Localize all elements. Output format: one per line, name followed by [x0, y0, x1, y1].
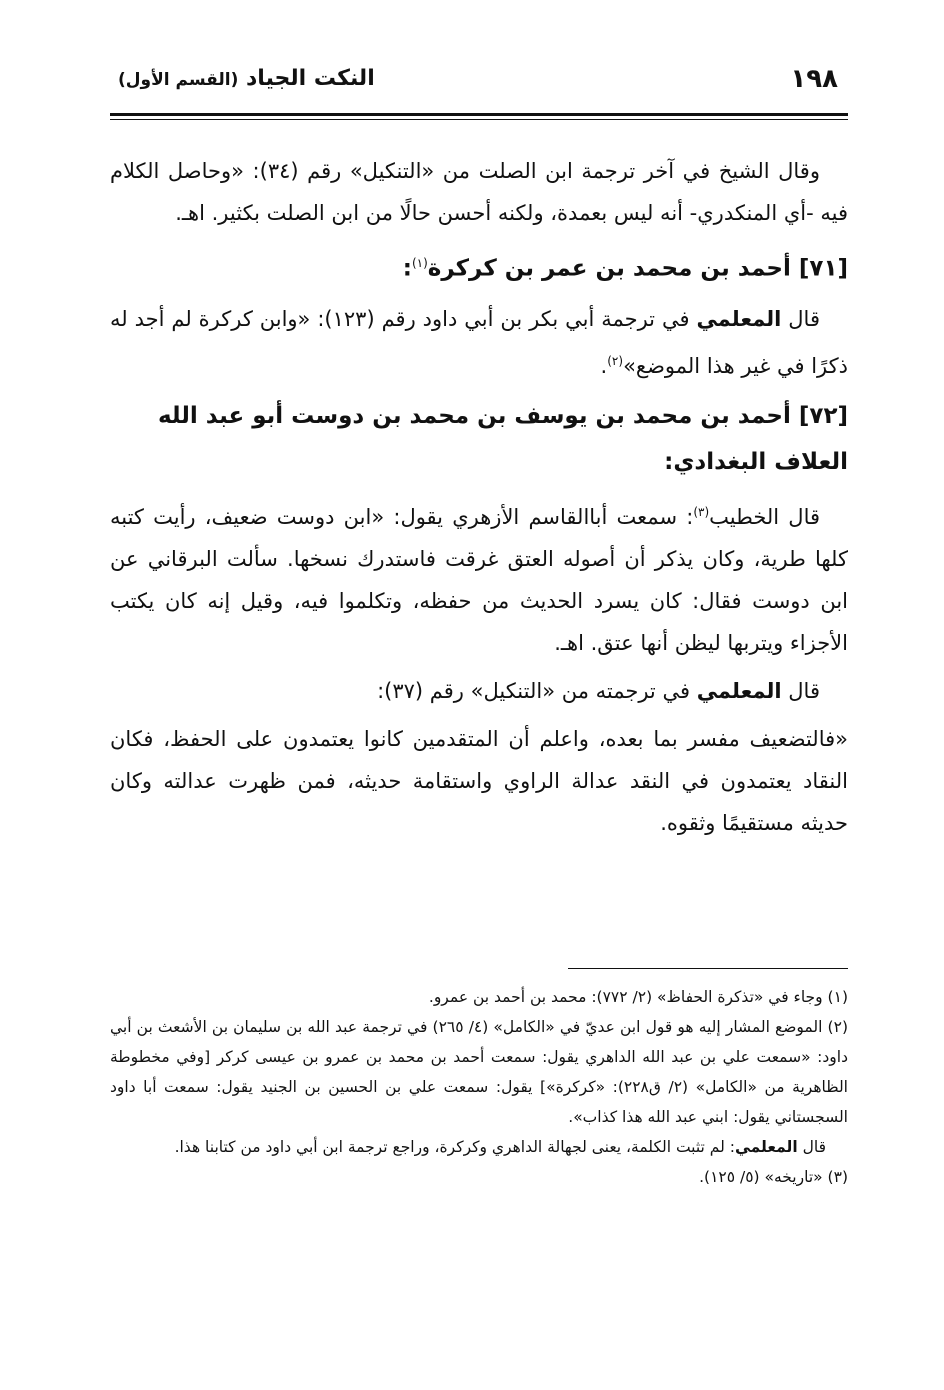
entry-71-text [110, 298, 848, 387]
entry-71-title: [٧١] أحمد بن محمد بن عمر بن كركرة [427, 255, 848, 282]
main-text [110, 150, 848, 850]
footnote-2-comment: : لم تثبت الكلمة، يعنى لجهالة الداهري وكركرة، وراجع ترجمة ابن أبي داود من كتابنا هذا. [174, 1138, 735, 1156]
entry-72-lead-2: قال [788, 678, 820, 703]
footnote-ref-3: (٣) [693, 504, 710, 519]
footnotes [110, 982, 848, 1192]
entry-71-heading [110, 240, 848, 292]
entry-72-lead: قال الخطيب [709, 504, 821, 529]
paragraph-intro: وقال الشيخ في آخر ترجمة ابن الصلت من «التنكيل» رقم (٣٤): «وحاصل الكلام فيه -أي المنكدري- أنه ليس بعمدة، ولكنه أحسن حالًا من ابن الصلت بكثير. اهـ. [110, 159, 848, 225]
entry-72-author: المعلمي [696, 678, 782, 703]
book-title: النكت الجياد [246, 66, 375, 91]
entry-72-quote: : سمعت أباالقاسم الأزهري يقول: «ابن دوست ضعيف، رأيت كتبه كلها طرية، وكان يذكر أن أصوله العتق غرقت فاستدرك نسخها. سألت البرقاني عن ابن دوست فقال: كان يسرد الحديث من حفظه، وتكلموا فيه، وقيل إنه كان يكتب الأجزاء ويتربها ليظن أنها عتق. اهـ. [110, 504, 848, 655]
entry-71-end: . [600, 353, 608, 378]
footnote-ref-1: (١) [411, 256, 428, 270]
book-section: (القسم الأول) [118, 70, 239, 90]
entry-72-para-3: «فالتضعيف مفسر بما بعده، واعلم أن المتقدمين كانوا يعتمدون على الحفظ، فكان النقاد يعتمدون في النقد عدالة الراوي واستقامة حديثه، فمن ظهرت عدالته وكان حديثه مستقيمًا وثقوه. [110, 726, 848, 835]
entry-72-ref-text: في ترجمته من «التنكيل» رقم (٣٧): [377, 678, 690, 703]
running-title [118, 66, 375, 91]
footnote-1: (١) وجاء في «تذكرة الحفاظ» (٢/ ٧٧٢): محمد بن أحمد بن عمرو. [428, 988, 848, 1006]
page-number: ١٩٨ [790, 64, 838, 94]
footnote-3: (٣) «تاريخه» (٥/ ١٢٥). [699, 1168, 848, 1186]
header-rule-thick [110, 113, 848, 116]
entry-72-heading: [٧٢] أحمد بن محمد بن يوسف بن محمد بن دوست أبو عبد الله العلاف البغدادي: [157, 402, 848, 475]
footnote-2-lead: قال [802, 1138, 826, 1156]
header-rule-thin [110, 119, 848, 120]
footnote-separator [568, 968, 848, 969]
footnote-2-author: المعلمي [734, 1138, 798, 1156]
entry-72-para-1 [110, 491, 848, 664]
entry-72-para-2 [110, 670, 848, 712]
running-header [118, 62, 838, 102]
footnote-ref-2: (٢) [607, 353, 624, 368]
entry-71-lead: قال [788, 306, 820, 331]
footnote-2: (٢) الموضع المشار إليه هو قول ابن عديّ في «الكامل» (٤/ ٢٦٥) في ترجمة عبد الله بن سليمان بن الأشعث بن أبي داود: «سمعت علي بن عبد الله الداهري يقول: سمعت أحمد بن محمد بن عمرو بن عيسى كركر [وفي مخطوطة الظاهرية من «الكامل» (٢/ ق٢٢٨): «كركرة»] يقول: سمعت علي بن الحسين بن الجنيد يقول: سمعت أبا داود السجستاني يقول: ابني عبد الله هذا كذاب». [110, 1018, 848, 1126]
footnote-2-note [110, 1132, 848, 1162]
entry-71-author: المعلمي [696, 306, 782, 331]
entry-71-body: في ترجمة أبي بكر بن أبي داود رقم (١٢٣): «وابن كركرة لم أجد له ذكرًا في غير هذا الموضع» [110, 306, 848, 378]
entry-71-colon: : [402, 255, 412, 282]
